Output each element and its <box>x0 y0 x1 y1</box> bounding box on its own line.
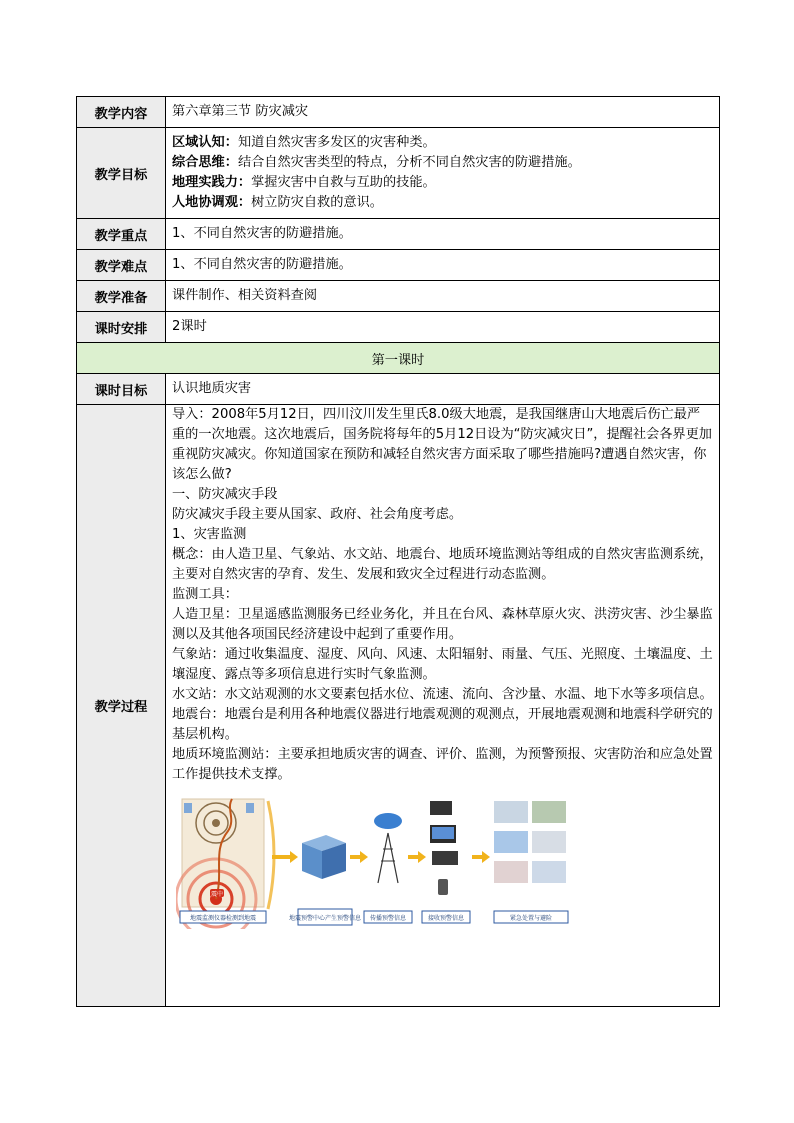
goal-head: 地理实践力： <box>172 175 252 190</box>
receiver-devices-icon <box>430 801 458 895</box>
process-text: 地质环境监测站：主要承担地质灾害的调查、评价、监测，为预警预报、灾害防治和应急处置工作提供技术支撑。 <box>172 747 713 782</box>
value-prep: 课件制作、相关资料查阅 <box>166 281 720 312</box>
row-process <box>77 405 720 1007</box>
value-difficulty: 1、不同自然灾害的防避措施。 <box>166 250 720 281</box>
response-facilities-icon <box>494 801 566 883</box>
row-period-band <box>77 343 720 374</box>
value-goals <box>166 128 720 219</box>
process-text: 概念：由人造卫星、气象站、水文站、地震台、地质环境监测站等组成的自然灾害监测系统，主要对自然灾害的孕育、发生、发展和致灾全过程进行动态监测。 <box>172 547 713 582</box>
process-text: 地震台：地震台是利用各种地震仪器进行地震观测的观测点，开展地震观测和地震科学研究的基层机构。 <box>172 707 713 742</box>
process-heading: 一、防灾减灾手段 <box>172 487 278 502</box>
label-goals: 教学目标 <box>77 128 166 219</box>
figure-captions <box>180 909 568 925</box>
warning-flow-diagram <box>176 791 580 929</box>
row-difficulty <box>77 250 720 281</box>
process-text: 水文站：水文站观测的水文要素包括水位、流速、流向、含沙量、水温、地下水等多项信息。 <box>172 687 713 702</box>
row-prep <box>77 281 720 312</box>
caption-center: 地震预警中心产生预警信息 <box>288 915 362 922</box>
value-process <box>166 405 720 1007</box>
value-hours: 2课时 <box>166 312 720 343</box>
label-key: 教学重点 <box>77 219 166 250</box>
value-key: 1、不同自然灾害的防避措施。 <box>166 219 720 250</box>
warning-center-building-icon <box>302 835 346 879</box>
goal-text: 掌握灾害中自救与互助的技能。 <box>251 175 436 190</box>
label-process: 教学过程 <box>77 405 166 1007</box>
caption-detect: 地震监测仪器检测到地震 <box>189 915 257 922</box>
process-text: 防灾减灾手段主要从国家、政府、社会角度考虑。 <box>172 507 463 522</box>
process-intro: 导入：2008年5月12日，四川汶川发生里氏8.0级大地震，是我国继唐山大地震后伤亡最严重的一次地震。这次地震后，国务院将每年的5月12日设为“防灾减灾日”，提醒社会各界更加重视防灾减灾。你知道国家在预防和减轻自然灾害方面采取了哪些措施吗?遭遇自然灾害，你该怎么做? <box>172 407 712 482</box>
goal-head: 人地协调观： <box>172 195 252 210</box>
period-band-title: 第一课时 <box>77 343 720 374</box>
goal-item <box>172 193 713 213</box>
label-content: 教学内容 <box>77 97 166 128</box>
goal-head: 综合思维： <box>172 155 238 170</box>
goal-head: 区域认知： <box>172 135 238 150</box>
broadcast-tower-icon <box>374 813 402 883</box>
label-prep: 教学准备 <box>77 281 166 312</box>
row-period-goal <box>77 374 720 405</box>
value-content: 第六章第三节 防灾减灾 <box>166 97 720 128</box>
goal-item <box>172 173 713 193</box>
goal-text: 知道自然灾害多发区的灾害种类。 <box>237 135 436 150</box>
label-period-goal: 课时目标 <box>77 374 166 405</box>
lesson-plan-table <box>76 96 720 1007</box>
goal-item <box>172 133 713 153</box>
label-difficulty: 教学难点 <box>77 250 166 281</box>
earthquake-warning-figure <box>176 791 580 929</box>
process-text: 监测工具： <box>172 587 238 602</box>
goal-text: 结合自然灾害类型的特点，分析不同自然灾害的防避措施。 <box>237 155 581 170</box>
row-goals <box>77 128 720 219</box>
caption-receive: 接收预警信息 <box>427 915 465 922</box>
row-hours <box>77 312 720 343</box>
row-key <box>77 219 720 250</box>
goal-text: 树立防灾自救的意识。 <box>251 195 383 210</box>
caption-broadcast: 传播预警信息 <box>369 915 407 922</box>
value-period-goal: 认识地质灾害 <box>166 374 720 405</box>
process-text: 气象站：通过收集温度、湿度、风向、风速、太阳辐射、雨量、气压、光照度、土壤温度、土壤湿度、露点等多项信息进行实时气象监测。 <box>172 647 713 682</box>
caption-response: 紧急处置与避险 <box>509 915 553 922</box>
process-text: 人造卫星：卫星遥感监测服务已经业务化，并且在台风、森林草原火灾、洪涝灾害、沙尘暴监测以及其他各项国民经济建设中起到了重要作用。 <box>172 607 713 642</box>
seismic-map-illustration <box>176 799 264 929</box>
goal-item <box>172 153 713 173</box>
row-content <box>77 97 720 128</box>
process-subheading: 1、灾害监测 <box>172 527 247 542</box>
label-hours: 课时安排 <box>77 312 166 343</box>
epicenter-label: 震中 <box>210 891 224 898</box>
